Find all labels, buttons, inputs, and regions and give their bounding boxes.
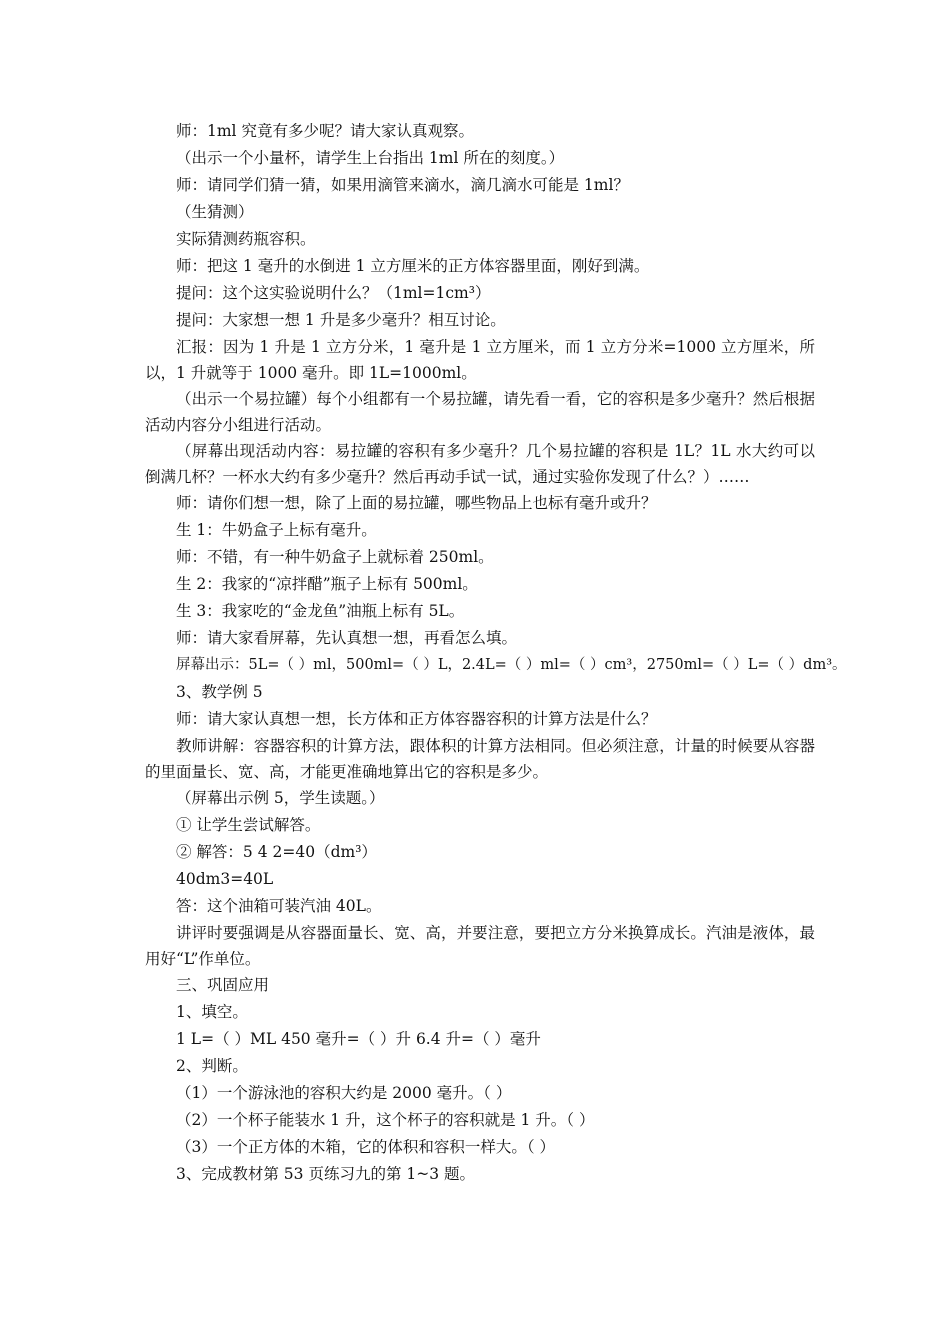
paragraph: 40dm3=40L (176, 870, 274, 888)
paragraph: （2）一个杯子能装水 1 升，这个杯子的容积就是 1 升。（ ） (176, 1111, 595, 1129)
paragraph: 提问：这个这实验说明什么？（1ml=1cm³） (176, 284, 491, 302)
paragraph: 生 3：我家吃的“金龙鱼”油瓶上标有 5L。 (176, 602, 465, 620)
paragraph: 实际猜测药瓶容积。 (176, 230, 316, 248)
paragraph: （3）一个正方体的木箱，它的体积和容积一样大。（ ） (176, 1138, 556, 1156)
paragraph: ① 让学生尝试解答。 (176, 816, 321, 834)
paragraph: 3、完成教材第 53 页练习九的第 1~3 题。 (176, 1165, 476, 1183)
paragraph: 师：请大家看屏幕，先认真想一想，再看怎么填。 (176, 629, 518, 647)
document-body (145, 118, 847, 1188)
section-heading: 3、教学例 5 (176, 683, 263, 701)
paragraph: 答：这个油箱可装汽油 40L。 (176, 897, 382, 915)
paragraph: （生猜测） (176, 203, 254, 221)
paragraph: 汇报：因为 1 升是 1 立方分米，1 毫升是 1 立方厘米，而 1 立方分米=1000 立方厘米，所以，1 升就等于 1000 毫升。即 1L=1000ml。 (145, 338, 815, 382)
paragraph: 师：不错，有一种牛奶盒子上就标着 250ml。 (176, 548, 494, 566)
paragraph: ② 解答：5 4 2=40（dm³） (176, 843, 377, 861)
paragraph: （屏幕出现活动内容：易拉罐的容积有多少毫升？几个易拉罐的容积是 1L？1L 水大约可以倒满几杯？一杯水大约有多少毫升？然后再动手试一试，通过实验你发现了什么？）…… (145, 442, 815, 486)
paragraph: 屏幕出示：5L=（ ）ml，500ml=（ ）L，2.4L=（ ）ml=（ ）cm³，2750ml=（ ）L=（ ）dm³。 (176, 657, 847, 673)
paragraph: （屏幕出示例 5，学生读题。） (176, 789, 385, 807)
paragraph: （出示一个易拉罐）每个小组都有一个易拉罐，请先看一看，它的容积是多少毫升？然后根据活动内容分小组进行活动。 (145, 390, 815, 434)
paragraph: 生 1：牛奶盒子上标有毫升。 (176, 521, 377, 539)
paragraph: 1 L=（ ）ML 450 毫升=（ ）升 6.4 升=（ ）毫升 (176, 1030, 541, 1048)
section-heading: 三、巩固应用 (176, 976, 270, 994)
paragraph: 师：把这 1 毫升的水倒进 1 立方厘米的正方体容器里面，刚好到满。 (176, 257, 650, 275)
paragraph: 师：1ml 究竟有多少呢？请大家认真观察。 (176, 122, 474, 140)
paragraph: 师：请你们想一想，除了上面的易拉罐，哪些物品上也标有毫升或升？ (176, 494, 657, 512)
paragraph: 1、填空。 (176, 1003, 248, 1021)
paragraph: 师：请同学们猜一猜，如果用滴管来滴水，滴几滴水可能是 1ml？ (176, 176, 629, 194)
paragraph: 2、判断。 (176, 1057, 248, 1075)
paragraph: 教师讲解：容器容积的计算方法，跟体积的计算方法相同。但必须注意，计量的时候要从容器的里面量长、宽、高，才能更准确地算出它的容积是多少。 (145, 737, 815, 781)
paragraph: 师：请大家认真想一想，长方体和正方体容器容积的计算方法是什么？ (176, 710, 657, 728)
paragraph: （出示一个小量杯，请学生上台指出 1ml 所在的刻度。） (176, 149, 565, 167)
paragraph: 讲评时要强调是从容器面量长、宽、高，并要注意，要把立方分米换算成长。汽油是液体，最用好“L”作单位。 (145, 924, 815, 968)
paragraph: 生 2：我家的“凉拌醋”瓶子上标有 500ml。 (176, 575, 478, 593)
paragraph: （1）一个游泳池的容积大约是 2000 毫升。（ ） (176, 1084, 512, 1102)
paragraph: 提问：大家想一想 1 升是多少毫升？相互讨论。 (176, 311, 506, 329)
